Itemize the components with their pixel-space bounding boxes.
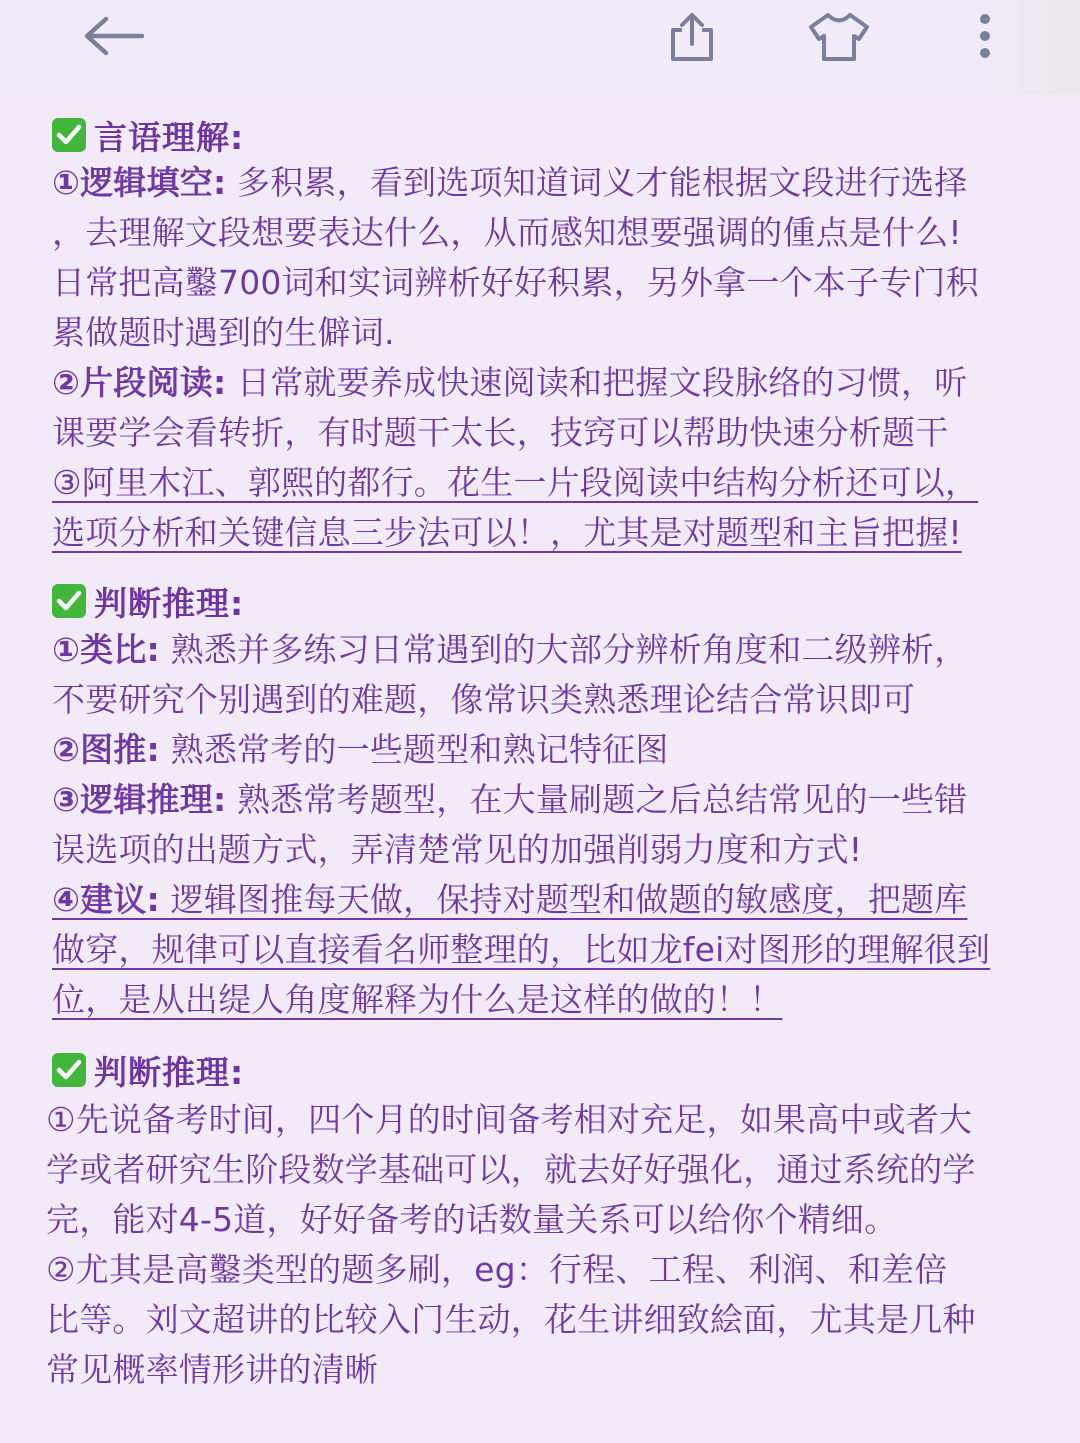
text-line [52,208,962,258]
line-text: 做穿，规律可以直接看名师整理的，比如龙fei对图形的理解很到 [52,930,991,969]
line-text: 逻辑图推每天做，保持对题型和做题的敏感度，把题库 [159,880,968,919]
heading-text: 言语理解: [94,117,245,157]
text-line [52,775,967,825]
underlined-line [52,925,990,975]
text-line [52,675,915,725]
text-line [52,825,862,875]
share-icon[interactable] [664,12,720,64]
line-label: ②图推: [52,730,160,769]
line-text: 学或者研究生阶段数学基础可以，就去好好强化，通过系统的学 [46,1150,976,1189]
text-line [46,1195,897,1245]
section-heading-reasoning [52,578,244,624]
line-text: 日常就要养成快速阅读和把握文段脉络的习惯，听 [226,363,968,402]
line-text: 误选项的出题方式，弄清楚常见的加强削弱力度和方式! [52,830,863,869]
text-line [52,358,967,408]
note-content [0,95,1080,1443]
underlined-line [52,875,967,925]
line-text: 比等。刘文超讲的比较入门生动，花生讲细致絵面，尤其是几种 [46,1300,976,1339]
line-text: ，去理解文段想要表达什么，从而感知想要强调的偅点是什么! [52,213,962,252]
line-text: 日常把高鑿700词和实词辨析好好积累，另外拿一个本子专门积 [52,263,979,302]
check-mark-icon [52,118,86,152]
underlined-line [52,458,978,508]
underlined-line [52,508,962,558]
text-line [46,1245,947,1295]
line-label: ①逻辑填空: [52,163,227,202]
text-line [52,258,979,308]
heading-text: 判断推理: [94,583,245,623]
check-mark-icon [52,1053,86,1087]
line-label: ②片段阅读: [52,363,227,402]
back-arrow-icon[interactable] [80,14,146,58]
text-line [52,725,669,775]
line-label: ①类比: [52,630,160,669]
text-line [46,1345,378,1395]
text-line [46,1145,976,1195]
line-label: ③逻辑推理: [52,780,227,819]
shirt-icon[interactable] [806,10,872,64]
line-label: ④建议: [52,880,160,919]
section-heading-quantitative [52,1047,244,1093]
line-text: 熟悉常考题型，在大量刷题之后总结常见的一些错 [226,780,968,819]
check-mark-icon [52,584,86,618]
line-text: 常见概率情形讲的清晰 [46,1350,378,1389]
line-text: 选项分析和关键信息三步法可以！，尤其是对题型和主旨把握! [52,513,962,552]
line-text: 完，能对4-5道，好好备考的话数量关系可以给你个精细。 [46,1200,898,1239]
line-text: 累做题时遇到的生僻词. [52,313,395,352]
text-line [52,158,967,208]
line-text: 熟悉常考的一些题型和熟记特征图 [159,730,669,769]
line-text: ③阿里木江、郭熙的都行。花生一片段阅读中结构分析还可以， [52,463,979,502]
underlined-line [52,975,782,1025]
line-text: ②尤其是高鑿类型的题多刷，eg：行程、工程、利润、和差倍 [46,1250,948,1289]
line-text: ①先说备考时间，四个月的时间备考相对充足，如果高中或者大 [46,1100,973,1139]
text-line [52,408,948,458]
heading-text: 判断推理: [94,1052,245,1092]
line-text: 位，是从出缇人角度解释为什么是这样的做的！！ [52,980,783,1019]
text-line [52,308,395,358]
text-line [46,1095,972,1145]
top-toolbar [0,0,1080,95]
more-vertical-icon[interactable] [968,10,1002,62]
section-heading-verbal [52,112,244,158]
line-text: 课要学会看转折，有时题干太长，技窍可以帮助快速分析题干 [52,413,949,452]
line-text: 不要研究个别遇到的难题，像常识类熟悉理论结合常识即可 [52,680,916,719]
text-line [46,1295,976,1345]
line-text: 熟悉并多练习日常遇到的大部分辨析角度和二级辨析， [159,630,968,669]
text-line [52,625,967,675]
line-text: 多积累，看到选项知道词义才能根据文段进行选择 [226,163,968,202]
